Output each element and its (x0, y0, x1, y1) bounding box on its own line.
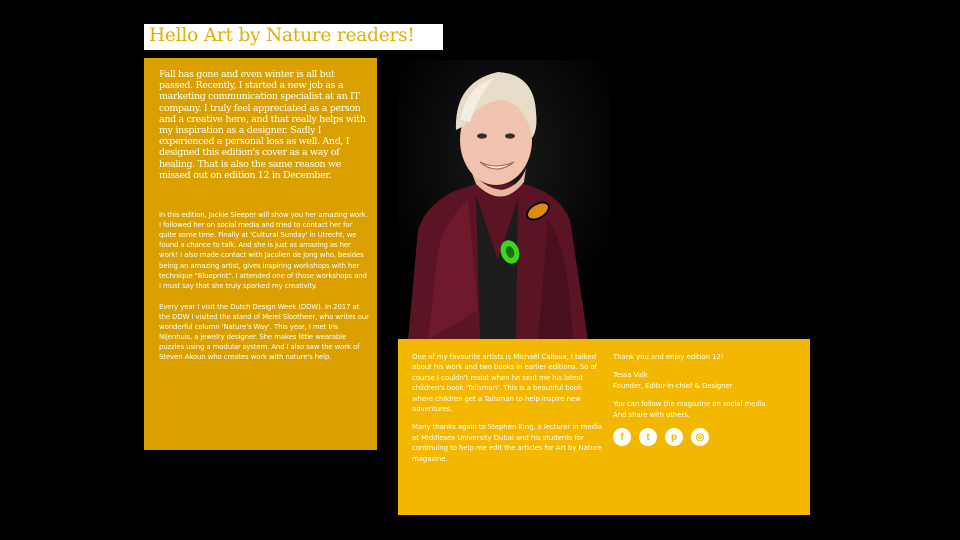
intro-paragraph: Fall has gone and even winter is all but passed. Recently, I started a new job as a marketing communication specialist at an IT company. I truly feel appreciated as a person and a creative here, and that really helps with my inspiration as a designer. Sadly I experienced a personal loss as well. And, I designed this edition's cover as a way of healing. That is also the same reason we missed out on edition 12 in December. (159, 69, 366, 181)
twitter-icon[interactable]: t (639, 428, 657, 446)
facebook-icon[interactable]: f (613, 428, 631, 446)
body-paragraph-1: In this edition, Jackie Sleeper will show you her amazing work. I followed her on social media and tried to contact her for quite some time. Finally at 'Cultural Sunday' in Utrecht, we found a chance to talk. And she is just as amazing as her work! I also made contact with Jacolien de Jong who, besides being an amazing artist, gives inspiring workshops with her technique "Blueprint". I attended one of those workshops and I must say that she truly sparked my creativity. (159, 211, 368, 290)
pinterest-icon[interactable]: p (665, 428, 683, 446)
social-icons-row (613, 428, 803, 446)
social-line-1: You can follow the magazine on social media (613, 400, 766, 409)
social-line-2: And share with others. (613, 410, 690, 419)
body-paragraph-2: Every year I visit the Dutch Design Week (DDW). In 2017 at the DDW I visited the stand of Merel Slootheer, who writes our wonderful column 'Nature's Way'. This year, I met Iris Nijenhuis, a jewelry designer. She makes little wearable puzzles using a modular system. And I also saw the work of Steven Akoun who creates work with nature's help. (159, 302, 369, 362)
signature-block (613, 370, 803, 391)
page-title: Hello Art by Nature readers! (144, 24, 443, 50)
thanks-stephen-paragraph: Many thanks again to Stephen King, a lecturer in media at Middlesex University Dubai and his students for continuing to help me edit the articles for Art by Nature magazine. (412, 423, 602, 463)
left-text-panel (144, 58, 377, 450)
enjoy-edition-text: Thank you and enjoy edition 12! (613, 353, 724, 361)
calloux-paragraph: One of my favourite artists is Michaël Calloux, I talked about his work and two books in earlier editions. So of course I couldn't resist when he sent me his latest children's book 'Talisman'. This is a beautiful book where children get a Talisman to help inspire new adventures. (412, 353, 597, 414)
right-column-1 (412, 352, 604, 472)
social-text (613, 399, 803, 420)
signature-role: Founder, Editor-in-chief & Designer (613, 381, 733, 390)
right-text-panel (398, 339, 810, 515)
signature-name: Tessa Valk (613, 371, 648, 380)
editor-portrait-photo (398, 60, 610, 340)
right-column-2 (613, 352, 803, 446)
instagram-icon[interactable]: ◎ (691, 428, 709, 446)
